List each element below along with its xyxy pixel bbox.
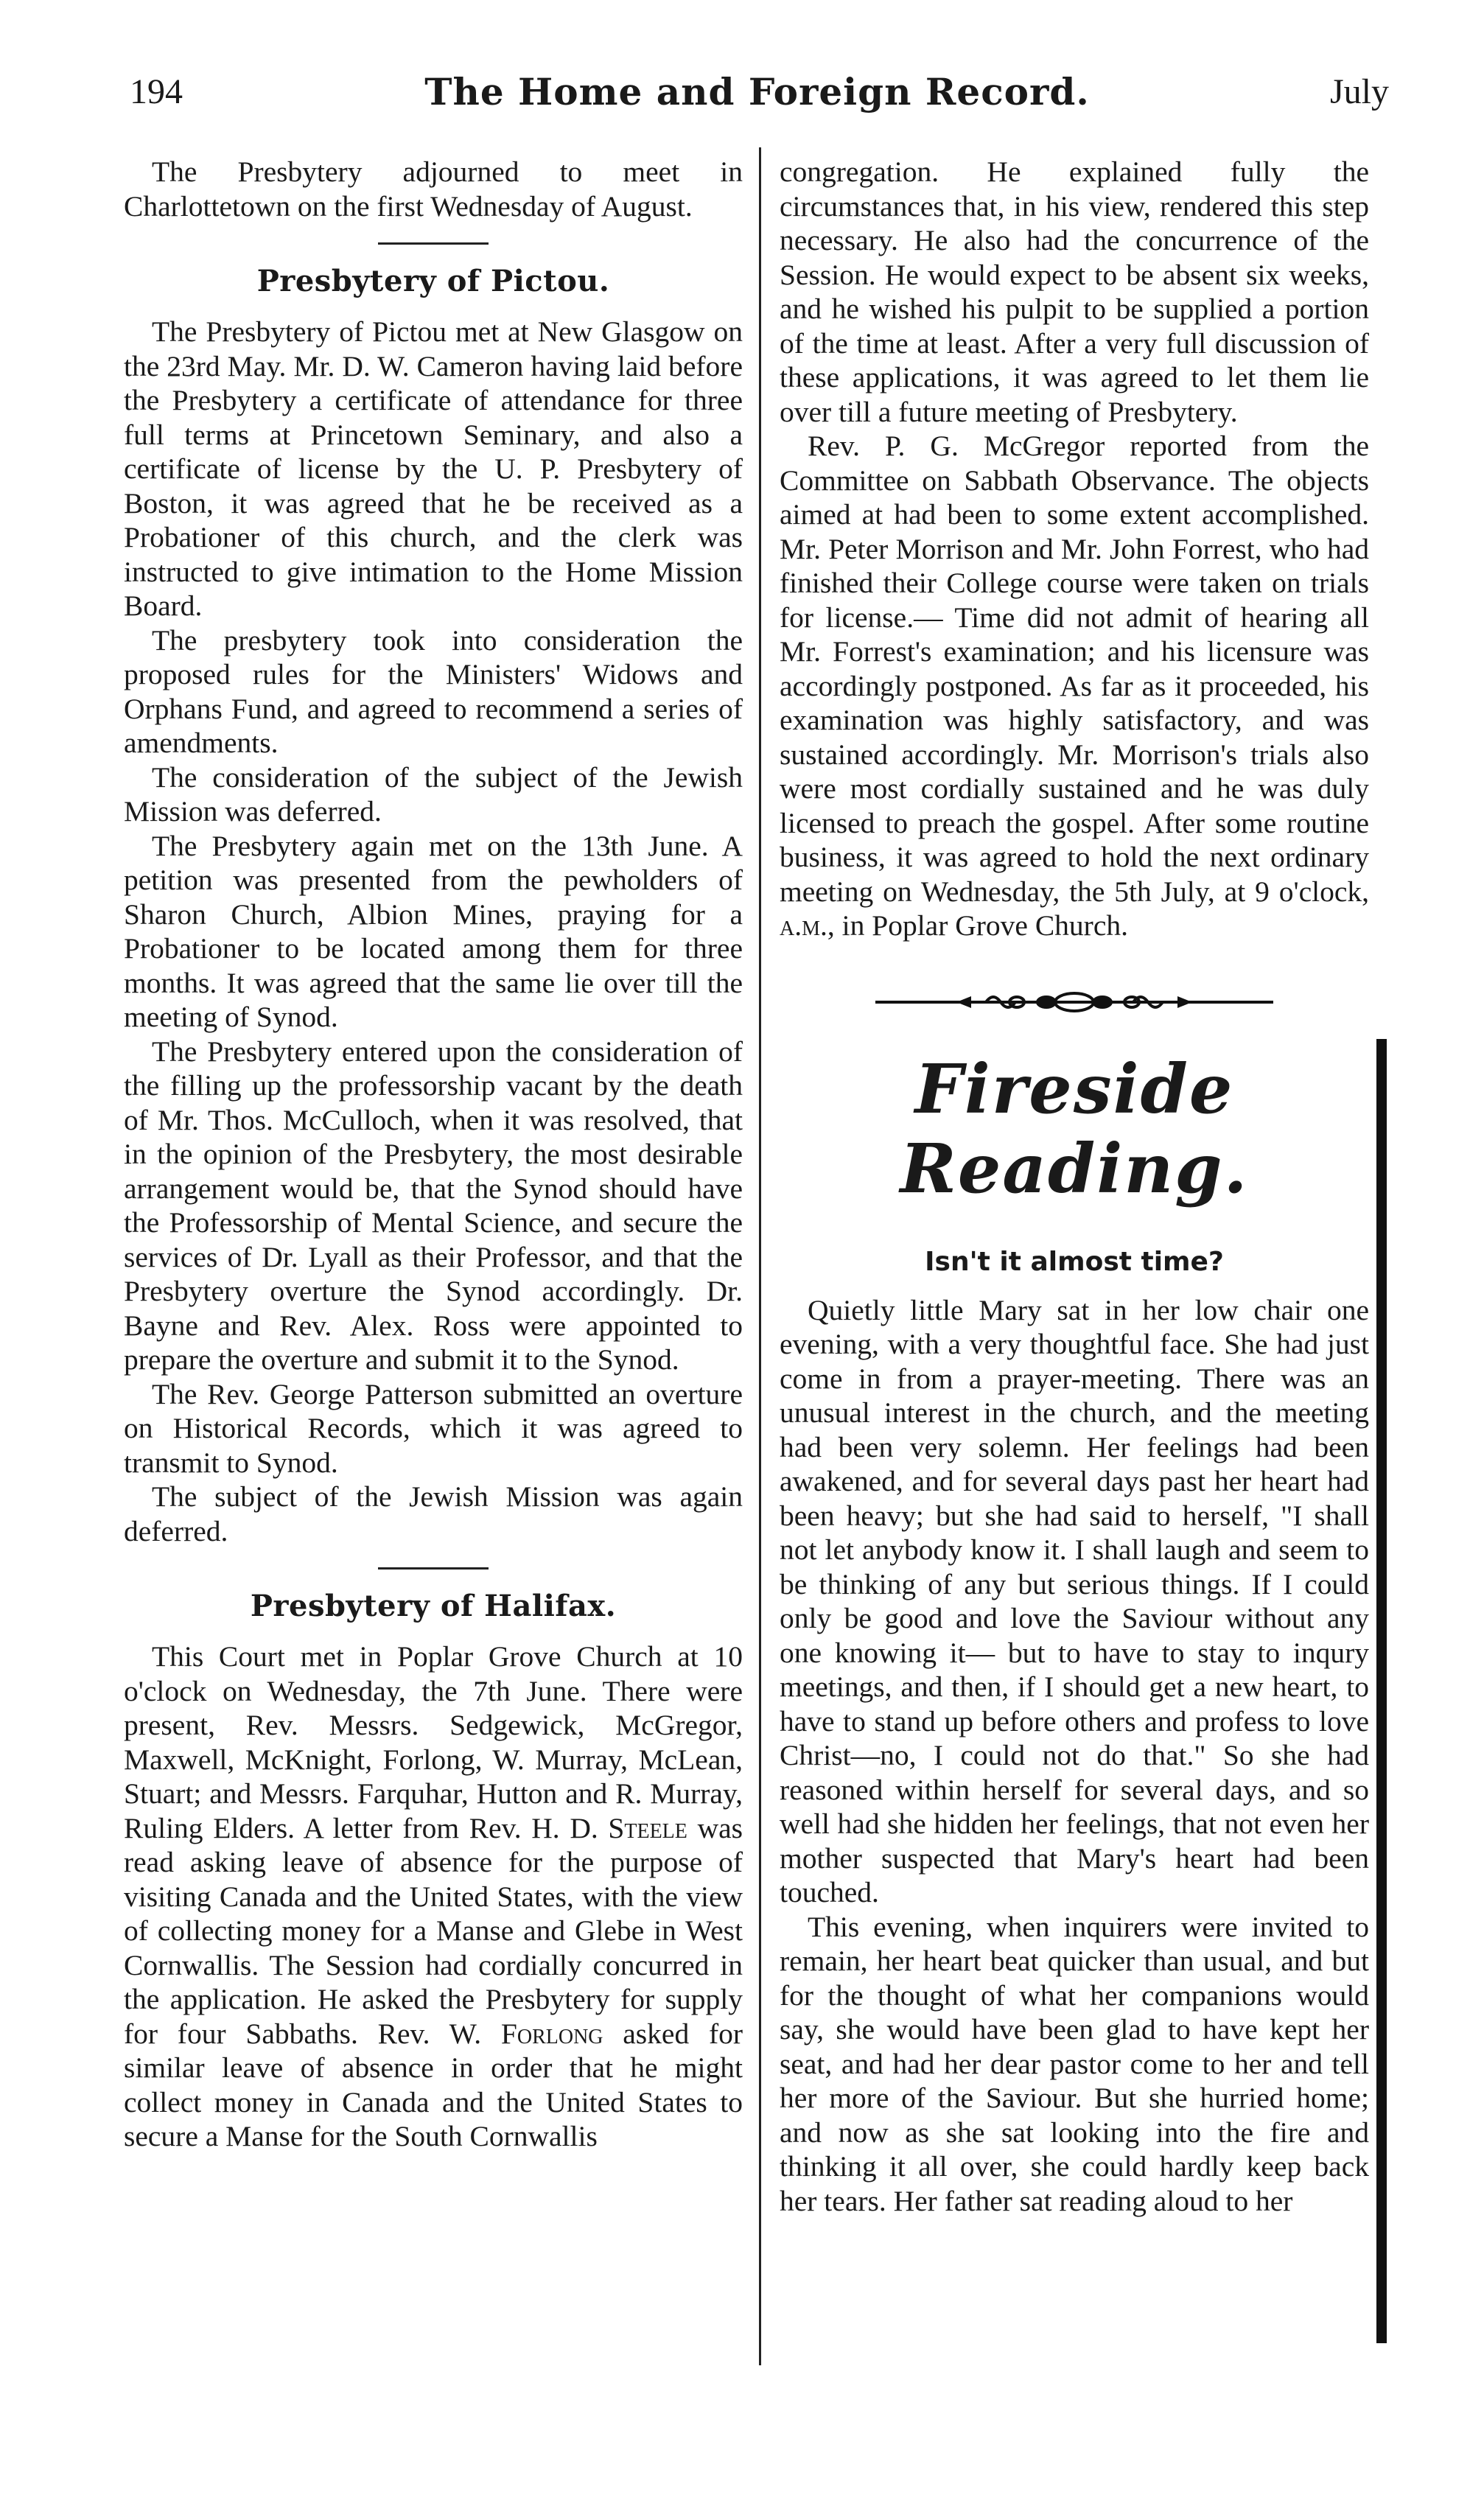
story-title: Isn't it almost time? <box>925 1246 1224 1277</box>
left-column <box>124 155 743 2154</box>
heading-presbytery-of-pictou: Presbytery of Pictou. <box>256 264 610 298</box>
paragraph: The Rev. George Patterson submitted an overture on Historical Records, which it was agreed to transmit to Synod. <box>124 1377 743 1479</box>
paragraph: The subject of the Jewish Mission was again deferred. <box>124 1480 743 1547</box>
heading-presbytery-of-halifax: Presbytery of Halifax. <box>250 1589 617 1623</box>
issue-month: July <box>1329 72 1389 111</box>
right-column <box>780 155 1369 2218</box>
paragraph: The presbytery took into consideration the proposed rules for the Ministers' Widows and Orphans Fund, and agreed to recommend a series of amendments. <box>124 623 743 759</box>
page-number: 194 <box>130 72 183 111</box>
paragraph: The Presbytery of Pictou met at New Glasgow on the 23rd May. Mr. D. W. Cameron having laid before the Presbytery a certificate of attendance for three full terms at Princetown Seminary, and also a certificate of license by the U. P. Presbytery of Boston, it was agreed that he be received as a Probationer of this church, and the clerk was instructed to give intimation to the Home Mission Board. <box>124 315 743 622</box>
section-divider <box>378 242 489 245</box>
section-divider <box>378 1567 489 1570</box>
page-edge-shadow <box>1376 1039 1387 2343</box>
name-smallcaps: Forlong <box>500 2017 603 2050</box>
paragraph: The Presbytery again met on the 13th June. A petition was presented from the pewholders of Sharon Church, Albion Mines, praying for a Probationer to be located among them for three months. It was agreed that the same lie over till the meeting of Synod. <box>124 829 743 1033</box>
paragraph-halifax-meeting: This Court met in Poplar Grove Church at 10 o'clock on Wednesday, the 7th June. There were present, Rev. Messrs. Sedgewick, McGregor, Maxwell, McKnight, Forlong, W. Murray, McLean, Stuart; and Messrs. Farquhar, Hutton and R. Murray, Ruling Elders. A letter from Rev. H. D. Steele was read asking leave of absence for the purpose of visiting Canada and the United States, with the view of collecting money for a Manse and Glebe in West Cornwallis. The Session had cordially concurred in the application. He asked the Presbytery for supply for four Sabbaths. Rev. W. Forlong asked for similar leave of absence in order that he might collect money in Canada and the United States to secure a Manse for the South Cornwallis <box>124 1640 743 2152</box>
name-smallcaps: Steele <box>608 1811 687 1844</box>
ornamental-divider-icon <box>875 987 1273 1017</box>
paragraph-adjourned: The Presbytery adjourned to meet in Charlottetown on the first Wednesday of August. <box>124 155 743 223</box>
column-divider <box>759 147 761 2365</box>
paragraph-continued: congregation. He explained fully the circumstances that, in his view, rendered this step necessary. He also had the concurrence of the Session. He would expect to be absent six weeks, and he wished his pulpit to be supplied a portion of the time at least. After a very full discussion of these applications, it was agreed to let them lie over till a future meeting of Presbytery. <box>780 155 1369 428</box>
section-title-fireside-reading: Fireside Reading. <box>900 1049 1249 1208</box>
running-title: The Home and Foreign Record. <box>424 70 1090 113</box>
paragraph: The consideration of the subject of the Jewish Mission was deferred. <box>124 760 743 827</box>
paragraph: This evening, when inquirers were invited to remain, her heart beat quicker than usual, and but for the thought of what her companions would say, she would have been glad to have kept her seat, and had her dear pastor come to her and tell her more of the Saviour. But she hurried home; and now as she sat looking into the fire and thinking it all over, she could hardly keep back her tears. Her father sat reading aloud to her <box>780 1910 1369 2217</box>
paragraph: The Presbytery entered upon the consideration of the filling up the professorship vacant by the death of Mr. Thos. McCulloch, when it was resolved, that in the opinion of the Presbytery, the most desirable arrangement would be, that the Synod should have the Professorship of Mental Science, and secure the services of Dr. Lyall as their Professor, and that the Presbytery overture the Synod accordingly. Dr. Bayne and Rev. Alex. Ross were appointed to prepare the overture and submit it to the Synod. <box>124 1035 743 1376</box>
paragraph: Quietly little Mary sat in her low chair one evening, with a very thoughtful face. She had just come in from a prayer-meeting. There was an unusual interest in the church, and the meeting had been very solemn. Her feelings had been awakened, and for several days past her heart had been heavy; but she had said to herself, "I shall not let anybody know it. I shall laugh and seem to be thinking of any but serious things. If I could only be good and love the Saviour without any one knowing it— but to have to stay to inqury meetings, and then, if I should get a new heart, to have to stand up before others and profess to love Christ—no, I could not do that." So she had reasoned within herself for several days, and so well had she hidden her feelings, that not even her mother suspected that Mary's heart had been touched. <box>780 1293 1369 1908</box>
paragraph-sabbath-observance: Rev. P. G. McGregor reported from the Committee on Sabbath Observance. The objects aimed at had been to some extent accomplished. Mr. Peter Morrison and Mr. John Forrest, who had finished their College course were taken on trials for license.— Time did not admit of hearing all Mr. Forrest's examination; and his licensure was accordingly postponed. As far as it proceeded, his examination was highly satisfactory, and was sustained accordingly. Mr. Morrison's trials also were most cordially sustained and he was duly licensed to preach the gospel. After some routine business, it was agreed to hold the next ordinary meeting on Wednesday, the 5th July, at 9 o'clock, a.m., in Poplar Grove Church. <box>780 430 1369 942</box>
running-header <box>125 70 1389 129</box>
